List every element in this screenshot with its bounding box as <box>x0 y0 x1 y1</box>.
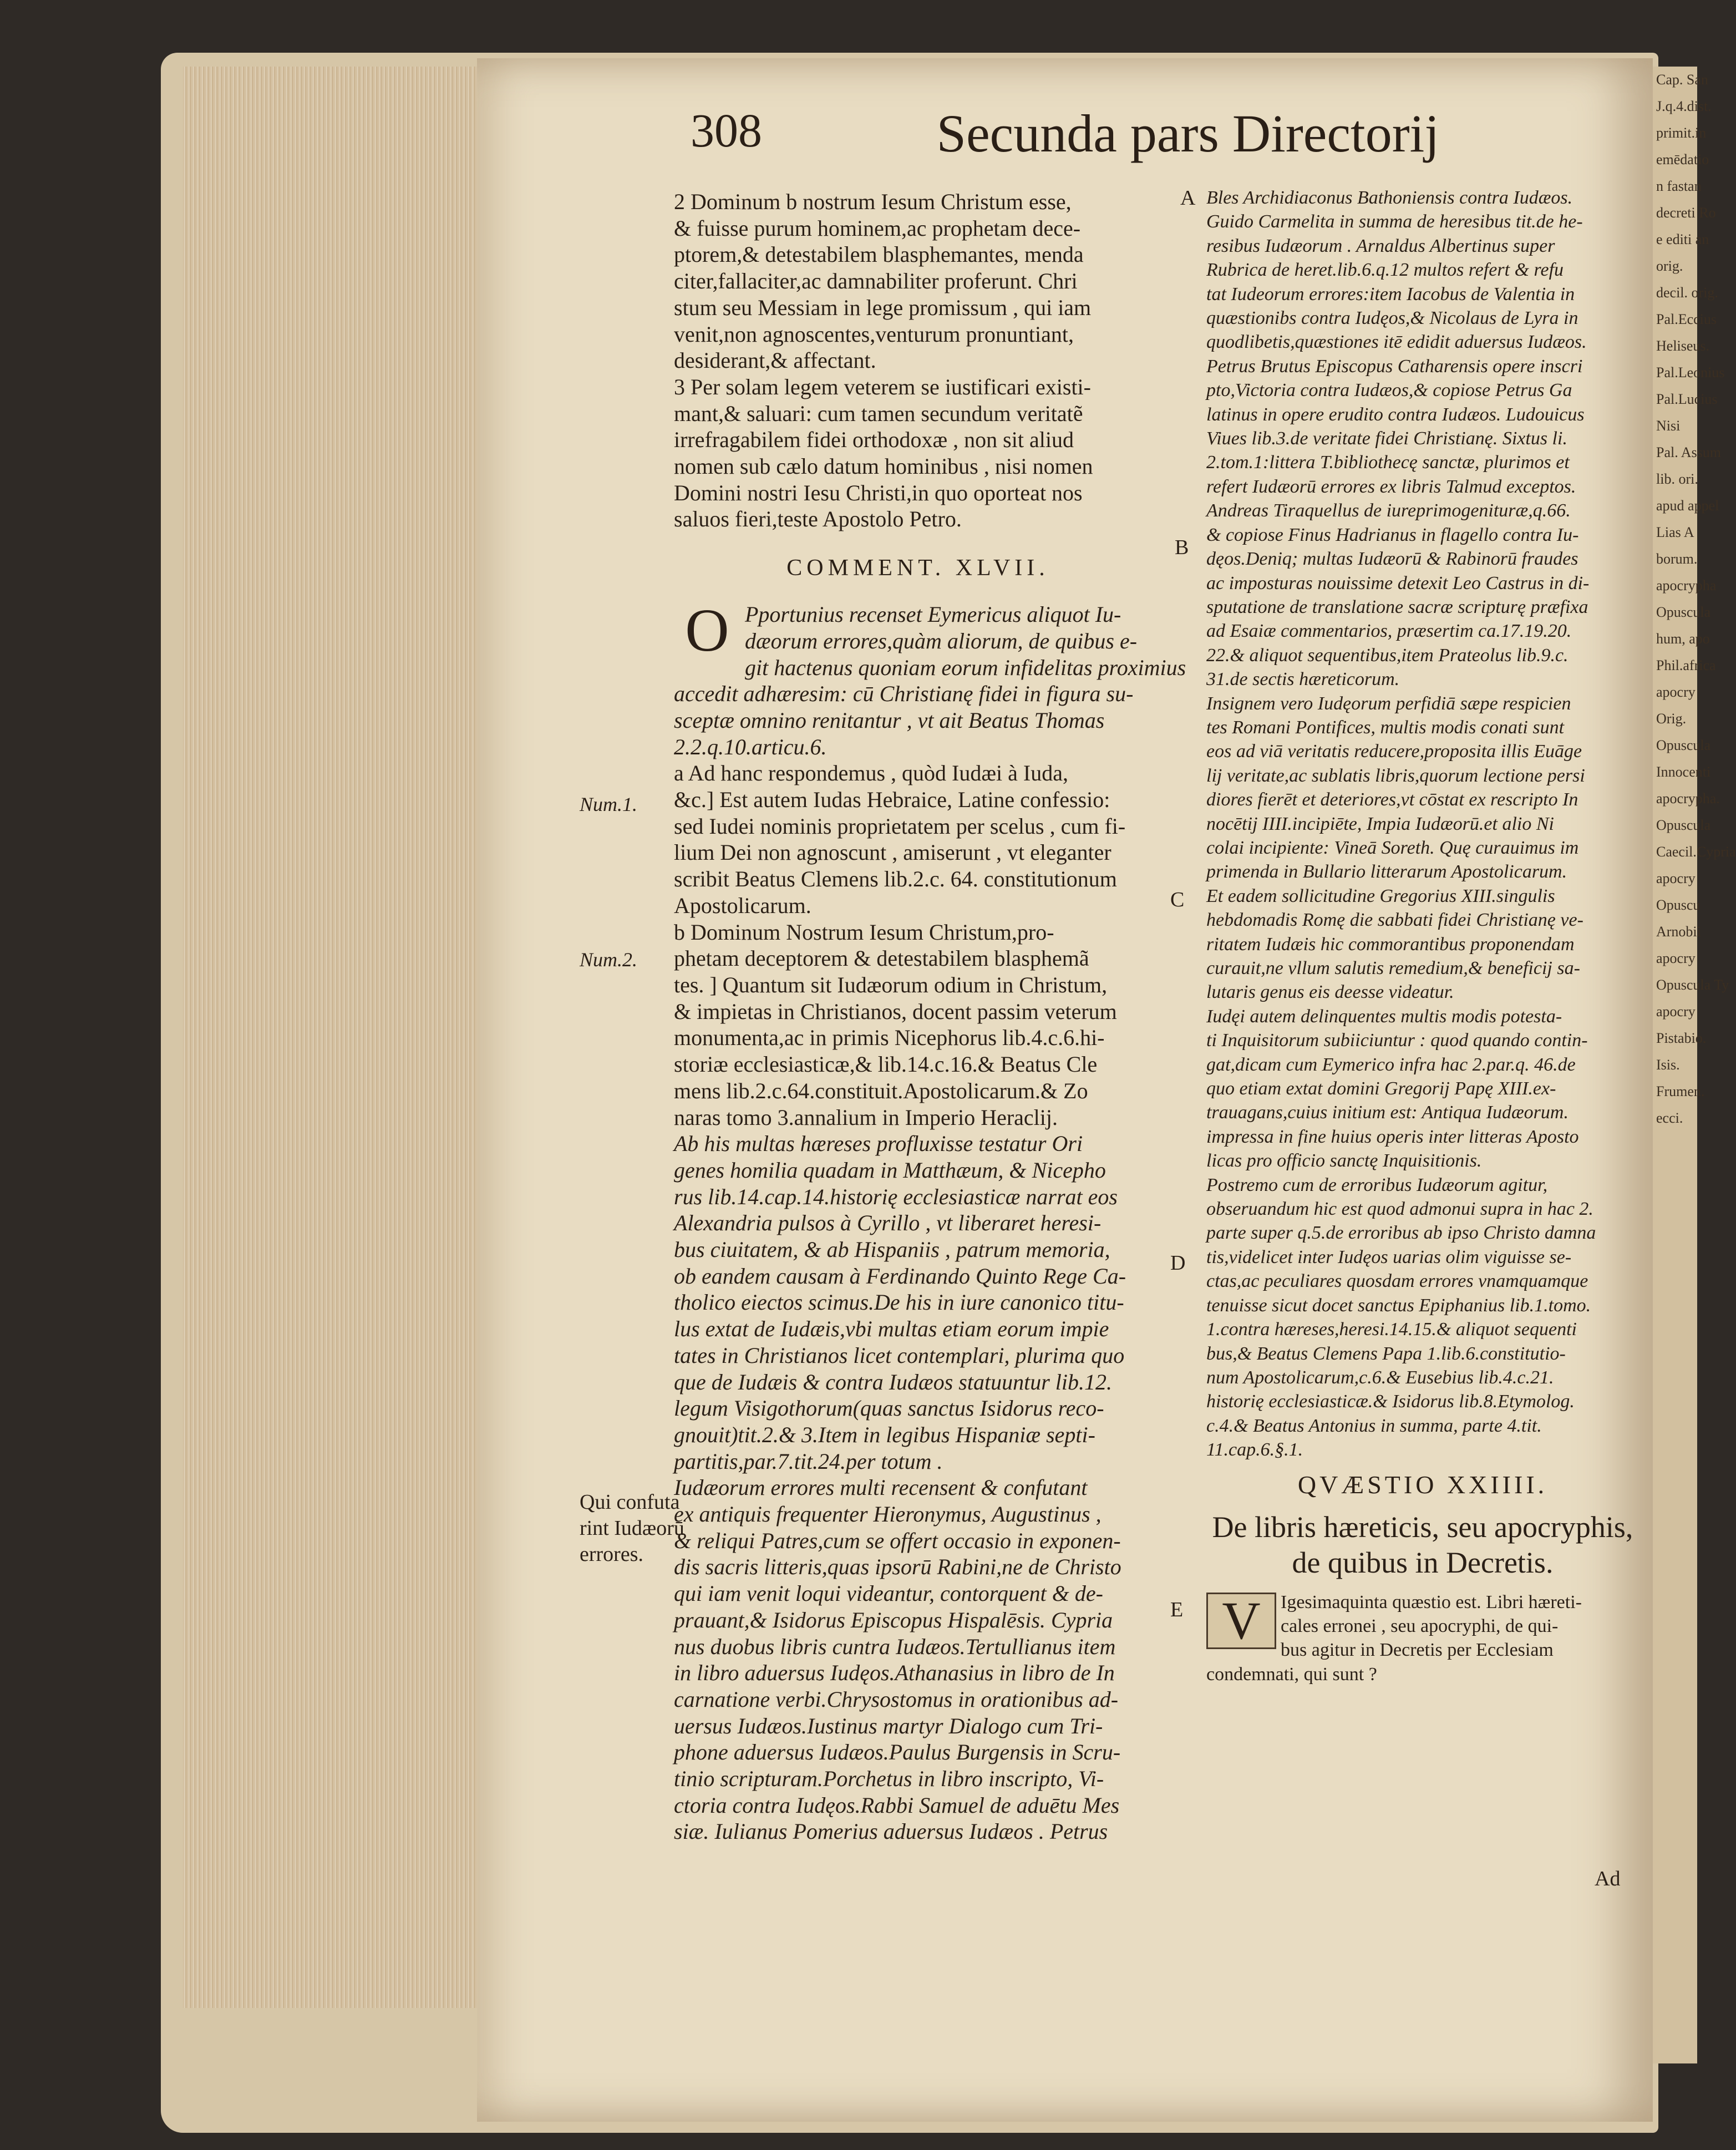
error-item-3 <box>674 374 1162 533</box>
paragraph-refutant <box>674 1474 1162 1845</box>
text-line: apocry <box>1656 684 1696 700</box>
text-line: uersus Iudæos.Iustinus martyr Dialogo cum Tri- <box>674 1713 1103 1738</box>
quaestio-title-line: De libris hæreticis, seu apocryphis, <box>1212 1510 1633 1544</box>
text-line: & copiose Finus Hadrianus in flagello contra Iu- <box>1206 524 1579 545</box>
catchword: Ad <box>1595 1867 1621 1890</box>
text-line: 1.contra hæreses,heresi.14.15.& aliquot sequenti <box>1206 1319 1577 1340</box>
right-column <box>1206 186 1639 1686</box>
paragraph-gregorius <box>1206 884 1639 1005</box>
text-line: obseruandum hic est quod admonui supra in hac 2. <box>1206 1199 1593 1220</box>
text-line: eos ad viā veritatis reducere,proposita illis Euāge <box>1206 741 1582 762</box>
text-line: quo etiam extat domini Gregorij Papę XIII.ex- <box>1206 1078 1556 1099</box>
text-line: dis sacris litteris,quas ipsorū Rabini,ne de Christo <box>674 1554 1121 1580</box>
text-line: Pal.Eccius <box>1656 311 1717 327</box>
section-letter-e: E <box>1170 1598 1184 1621</box>
text-line: desiderant,& affectant. <box>674 348 876 373</box>
section-letter-a: A <box>1180 186 1196 210</box>
comment-intro <box>674 596 1186 760</box>
text-line: Pportunius recenset Eymericus aliquot Iu- <box>745 602 1121 627</box>
text-line: lium Dei non agnoscunt , amiserunt , vt eleganter <box>674 840 1111 865</box>
text-line: Pal.Lucius <box>1656 391 1718 407</box>
text-line: lij veritate,ac sublatis libris,quorum lectione persi <box>1206 765 1585 786</box>
text-line: apocry <box>1656 950 1696 966</box>
text-line: Frumen. <box>1656 1083 1705 1099</box>
page-fore-edge <box>183 67 486 2008</box>
text-line: pto,Victoria contra Iudæos,& copiose Petrus Ga <box>1206 380 1572 401</box>
text-line: cales erronei , seu apocryphi, de qui- <box>1281 1615 1559 1636</box>
text-line: quæstionibs contra Iudęos,& Nicolaus de Lyra in <box>1206 308 1578 329</box>
text-line: 11.cap.6.§.1. <box>1206 1439 1303 1461</box>
text-line: dęos.Deniq; multas Iudæorū & Rabinorū fraudes <box>1206 549 1578 570</box>
text-line: condemnati, qui sunt ? <box>1206 1664 1377 1685</box>
text-line: storiæ ecclesiasticæ,& lib.14.c.16.& Beatus Cle <box>674 1052 1098 1077</box>
text-line: dæorum errores,quàm aliorum, de quibus e- <box>745 628 1138 653</box>
text-line: primit.in <box>1656 125 1707 141</box>
comment-heading: COMMENT. XLVII. <box>786 555 1049 581</box>
comment-intro-text <box>674 596 1186 760</box>
text-line: b Dominum Nostrum Iesum Christum,pro- <box>674 919 1054 945</box>
text-line: decreti Ro <box>1656 205 1716 221</box>
text-line: tat Iudeorum errores:item Iacobus de Valentia in <box>1206 283 1575 305</box>
text-line: ritatem Iudæis hic commorantibus proponendam <box>1206 934 1575 955</box>
text-line: Opuscula <box>1656 737 1711 753</box>
text-line: ob eandem causam à Ferdinando Quinto Rege Ca- <box>674 1263 1126 1289</box>
text-line: curauit,ne vllum salutis remedium,& beneficij sa- <box>1206 958 1580 978</box>
paragraph-origenes <box>674 1130 1162 1474</box>
margin-num-1: Num.1. <box>580 793 638 815</box>
text-line: e editi an <box>1656 231 1709 247</box>
text-line: Iudæorum errores multi recensent & confutant <box>674 1475 1088 1500</box>
text-line: Pal. Assum <box>1656 444 1722 460</box>
text-line: tenuisse sicut docet sanctus Epiphanius lib.1.tomo. <box>1206 1295 1591 1316</box>
text-line: in libro aduersus Iudęos.Athanasius in libro de In <box>674 1660 1115 1686</box>
text-line: venit,non agnoscentes,venturum pronuntiant, <box>674 321 1074 347</box>
text-line: sputatione de translatione sacræ scripturę præfixa <box>1206 596 1588 617</box>
text-line: phetam deceptorem & detestabilem blasphemã <box>674 946 1089 971</box>
text-line: trauagans,cuius initium est: Antiqua Iudæorum. <box>1206 1102 1569 1123</box>
text-line: ptorem,& detestabilem blasphemantes, menda <box>674 242 1084 267</box>
text-line: Nisi <box>1656 418 1681 434</box>
text-line: hum, apo <box>1656 631 1710 647</box>
paragraph-postremo <box>1206 1173 1639 1462</box>
text-line: nus duobus libris cuntra Iudæos.Tertullianus item <box>674 1634 1116 1659</box>
text-line: Alexandria pulsos à Cyrillo , vt liberaret heresi- <box>674 1210 1102 1236</box>
note-a <box>674 760 1162 919</box>
text-line: prauant,& Isidorus Episcopus Hispalēsis. Cypria <box>674 1607 1113 1632</box>
text-line: refert Iudæorū errores ex libris Talmud exceptos. <box>1206 476 1576 497</box>
text-line: resibus Iudæorum . Arnaldus Albertinus super <box>1206 235 1555 256</box>
text-line: ctas,ac peculiares quosdam errores vnamquamque <box>1206 1271 1588 1292</box>
text-line: borum. <box>1656 551 1698 567</box>
text-line: nocētij IIII.incipiēte, Impia Iudæorū.et alio Ni <box>1206 813 1554 834</box>
text-line: Opuscula <box>1656 604 1711 620</box>
text-line: tinio scripturam.Porchetus in libro inscripto, Vi- <box>674 1766 1104 1792</box>
text-line: Insignem vero Iudęorum perfidiā sæpe respicien <box>1206 693 1571 714</box>
text-line: Phil.africa <box>1656 657 1716 673</box>
text-line: & fuisse purum hominem,ac prophetam dece- <box>674 215 1081 241</box>
quaestio-text <box>1206 1590 1639 1687</box>
text-line: errores. <box>580 1543 643 1566</box>
text-line: 22.& aliquot sequentibus,item Prateolus lib.9.c. <box>1206 645 1569 666</box>
text-line: qui iam venit loqui videantur, contorquent & de- <box>674 1581 1103 1606</box>
text-line: Lias A <box>1656 524 1694 540</box>
margin-num-2: Num.2. <box>580 949 638 971</box>
text-line: quodlibetis,quæstiones itē edidit aduersus Iudæos. <box>1206 332 1587 353</box>
text-line: mant,& saluari: cum tamen secundum veritatẽ <box>674 400 1083 426</box>
paragraph-pontifices <box>1206 692 1639 884</box>
text-line: que de Iudæis & contra Iudæos statuuntur lib.12. <box>674 1369 1112 1395</box>
text-line: Innocenti <box>1656 764 1711 780</box>
text-line: citer,fallaciter,ac damnabiliter proferunt. Chri <box>674 268 1078 294</box>
text-line: Et eadem sollicitudine Gregorius XIII.singulis <box>1206 885 1555 906</box>
text-line: ex antiquis frequenter Hieronymus, Augustinus , <box>674 1502 1102 1527</box>
text-line: c.4.& Beatus Antonius in summa, parte 4.tit. <box>1206 1415 1542 1436</box>
text-line: Cap. San <box>1656 72 1708 88</box>
text-line: saluos fieri,teste Apostolo Petro. <box>674 506 962 532</box>
text-line: rint Iudæorū <box>580 1517 684 1540</box>
text-line: Heliseus. <box>1656 338 1710 354</box>
text-line: nomen sub cælo datum hominibus , nisi nomen <box>674 454 1093 479</box>
text-line: ac imposturas nouissime detexit Leo Castrus in di- <box>1206 572 1590 594</box>
text-line: irrefragabilem fidei orthodoxæ , non sit aliud <box>674 427 1074 453</box>
text-line: apud appel <box>1656 498 1719 514</box>
paragraph-inquisitors <box>1206 1005 1639 1173</box>
text-line: 2 Dominum b nostrum Iesum Christum esse, <box>674 189 1072 214</box>
text-line: carnatione verbi.Chrysostomus in orationibus ad- <box>674 1686 1119 1712</box>
text-line: 3 Per solam legem veterem se iustificari existi- <box>674 374 1091 399</box>
text-line: Bles Archidiaconus Bathoniensis contra Iudæos. <box>1206 187 1573 208</box>
text-line: hebdomadis Romę die sabbati fidei Christianę ve- <box>1206 910 1583 931</box>
text-line: J.q.4.dist. <box>1656 98 1712 114</box>
text-line: primenda in Bullario litterarum Apostolicarum. <box>1206 861 1567 883</box>
text-line: bus ciuitatem, & ab Hispaniis , patrum memoria, <box>674 1237 1110 1262</box>
section-letter-d: D <box>1170 1251 1186 1275</box>
text-line: Iudęi autem delinquentes multis modis potesta- <box>1206 1006 1562 1027</box>
text-line: & reliqui Patres,cum se offert occasio in exponen- <box>674 1528 1121 1553</box>
text-line: Domini nostri Iesu Christi,in quo oporteat nos <box>674 480 1083 505</box>
text-line: Guido Carmelita in summa de heresibus tit.de he- <box>1206 211 1583 232</box>
text-line: apocry <box>1656 1003 1696 1020</box>
text-line: tholico eiectos scimus.De his in iure canonico titu- <box>674 1290 1124 1315</box>
text-line: 31.de sectis hæreticorum. <box>1206 669 1400 690</box>
text-line: ecci. <box>1656 1110 1683 1126</box>
text-line: Ab his multas hæreses profluxisse testatur Ori <box>674 1131 1083 1157</box>
margin-side-note <box>580 1489 684 1568</box>
note-b <box>674 919 1162 1131</box>
text-line: Opuscu <box>1656 897 1701 913</box>
text-line: siæ. Iulianus Pomerius aduersus Iudæos . Petrus <box>674 1819 1108 1844</box>
left-column <box>674 189 1186 1845</box>
text-line: Orig. <box>1656 711 1687 727</box>
text-line: diores fierēt et deteriores,vt cōstat ex rescripto In <box>1206 789 1578 810</box>
text-line: parte super q.5.de erroribus ab ipso Christo damna <box>1206 1223 1596 1244</box>
quaestio-title <box>1206 1509 1639 1580</box>
quaestio-title-line: de quibus in Decretis. <box>1292 1545 1554 1579</box>
text-line: Viues lib.3.de veritate fidei Christianę. Sixtus li. <box>1206 428 1567 449</box>
text-line: mens lib.2.c.64.constituit.Apostolicarum.& Zo <box>674 1078 1088 1103</box>
text-line: phone aduersus Iudæos.Paulus Burgensis in Scru- <box>674 1740 1121 1765</box>
quaestio-heading: QVÆSTIO XXIIII. <box>1297 1470 1548 1499</box>
text-line: partitis,par.7.tit.24.per totum . <box>674 1448 943 1474</box>
drop-cap-o: O <box>685 596 729 665</box>
text-line: gat,dicam cum Eymerico infra hac 2.par.q. 46.de <box>1206 1054 1576 1075</box>
text-line: sed Iudei nominis proprietatem per scelus , cum fi- <box>674 813 1126 839</box>
running-head: Secunda pars Directorij <box>936 104 1439 163</box>
text-line: Andreas Tiraquellus de iureprimogenituræ,q.66. <box>1206 500 1571 521</box>
text-line: a Ad hanc respondemus , quòd Iudæi à Iuda, <box>674 760 1068 786</box>
text-line: ti Inquisitorum subiiciuntur : quod quando contin- <box>1206 1030 1588 1051</box>
text-line: sceptæ omnino renitantur , vt ait Beatus Thomas <box>674 707 1105 733</box>
text-line: 2.tom.1:littera T.bibliothecę sanctæ, plurimos et <box>1206 452 1570 473</box>
text-line: decil. orig. <box>1656 285 1718 301</box>
text-line: latinus in opere erudito contra Iudæos. Ludouicus <box>1206 404 1585 425</box>
text-line: apocrypha <box>1656 577 1717 594</box>
text-line: orig. <box>1656 258 1683 274</box>
page-header <box>691 103 1439 180</box>
text-line: naras tomo 3.annalium in Imperio Heraclij. <box>674 1104 1058 1130</box>
text-line: 2.2.q.10.articu.6. <box>674 734 827 759</box>
text-line: &c.] Est autem Iudas Hebraice, Latine confessio: <box>674 787 1110 813</box>
text-line: Opuscula Ty <box>1656 977 1729 993</box>
text-line: Caecil.Cypria <box>1656 844 1736 860</box>
text-line: rus lib.14.cap.14.historię ecclesiasticæ narrat eos <box>674 1184 1118 1209</box>
page-number: 308 <box>691 104 762 157</box>
adjacent-page <box>1653 67 1736 2063</box>
text-line: genes homilia quadam in Matthæum, & Nicepho <box>674 1157 1106 1183</box>
text-line: stum seu Messiam in lege promissum , qui iam <box>674 295 1092 320</box>
paragraph-bibliography <box>1206 186 1639 692</box>
text-line: Pal.Leonius <box>1656 364 1725 381</box>
text-line: scribit Beatus Clemens lib.2.c. 64. constitutionum <box>674 866 1117 892</box>
text-line: Igesimaquinta quæstio est. Libri hæreti- <box>1281 1591 1582 1613</box>
text-line: ad Esaiæ commentarios, præsertim ca.17.19.20. <box>1206 621 1572 642</box>
text-line: tates in Christianos licet contemplari, plurima quo <box>674 1342 1125 1368</box>
text-line: tis,videlicet inter Iudęos uarias olim viguisse se- <box>1206 1246 1572 1267</box>
text-line: emēdatio <box>1656 151 1709 168</box>
text-line: apocry <box>1656 870 1696 886</box>
text-line: Postremo cum de erroribus Iudæorum agitur, <box>1206 1174 1548 1195</box>
text-line: Isis. <box>1656 1057 1680 1073</box>
text-line: git hactenus quoniam eorum infidelitas proximius <box>745 655 1186 680</box>
section-letter-c: C <box>1170 888 1185 911</box>
text-line: licas pro officio sanctę Inquisitionis. <box>1206 1150 1482 1172</box>
text-line: lutaris genus eis deesse videatur. <box>1206 982 1454 1003</box>
text-line: legum Visigothorum(quas sanctus Isidorus reco- <box>674 1396 1104 1421</box>
text-line: bus agitur in Decretis per Ecclesiam <box>1281 1640 1554 1661</box>
text-line: apocrypha. <box>1656 790 1720 807</box>
text-line: Pistabio. <box>1656 1030 1707 1046</box>
text-line: & impietas in Christianos, docent passim veterum <box>674 998 1117 1024</box>
text-line: historię ecclesiasticæ.& Isidorus lib.8.Etymolog. <box>1206 1391 1575 1412</box>
text-line: Arnobii <box>1656 924 1701 940</box>
text-line: num Apostolicarum,c.6.& Eusebius lib.4.c.21. <box>1206 1367 1554 1388</box>
text-line: ctoria contra Iudęos.Rabbi Samuel de aduētu Mes <box>674 1792 1120 1818</box>
text-line: Qui confuta <box>580 1490 680 1514</box>
text-line: tes. ] Quantum sit Iudæorum odium in Christum, <box>674 972 1108 997</box>
text-line: bus,& Beatus Clemens Papa 1.lib.6.constitutio- <box>1206 1343 1566 1364</box>
text-line: lib. ori. <box>1656 471 1698 487</box>
text-line: colai incipiente: Vineā Soreth. Quę curauimus im <box>1206 837 1579 858</box>
text-line: n fastan <box>1656 178 1702 194</box>
text-line: tes Romani Pontifices, multis modis conati sunt <box>1206 717 1565 738</box>
text-line: lus extat de Iudæis,vbi multas etiam eorum impie <box>674 1316 1109 1342</box>
text-line: gnouit)tit.2.& 3.Item in legibus Hispaniæ septi- <box>674 1422 1095 1447</box>
adjacent-page-fragments <box>1653 67 1736 1132</box>
drop-cap-v: V <box>1206 1593 1276 1649</box>
error-item-2 <box>674 189 1162 374</box>
section-letter-b: B <box>1175 536 1189 559</box>
text-line: monumenta,ac in primis Nicephorus lib.4.c.6.hi- <box>674 1025 1105 1051</box>
text-line: Petrus Brutus Episcopus Catharensis opere inscri <box>1206 356 1583 377</box>
text-line: accedit adhæresim: cū Christianę fidei in figura su- <box>674 681 1134 707</box>
text-line: Rubrica de heret.lib.6.q.12 multos refert & refu <box>1206 260 1564 281</box>
text-line: impressa in fine huius operis inter litteras Aposto <box>1206 1126 1579 1147</box>
text-line: Apostolicarum. <box>674 893 811 918</box>
text-line: Opuscula <box>1656 817 1711 833</box>
